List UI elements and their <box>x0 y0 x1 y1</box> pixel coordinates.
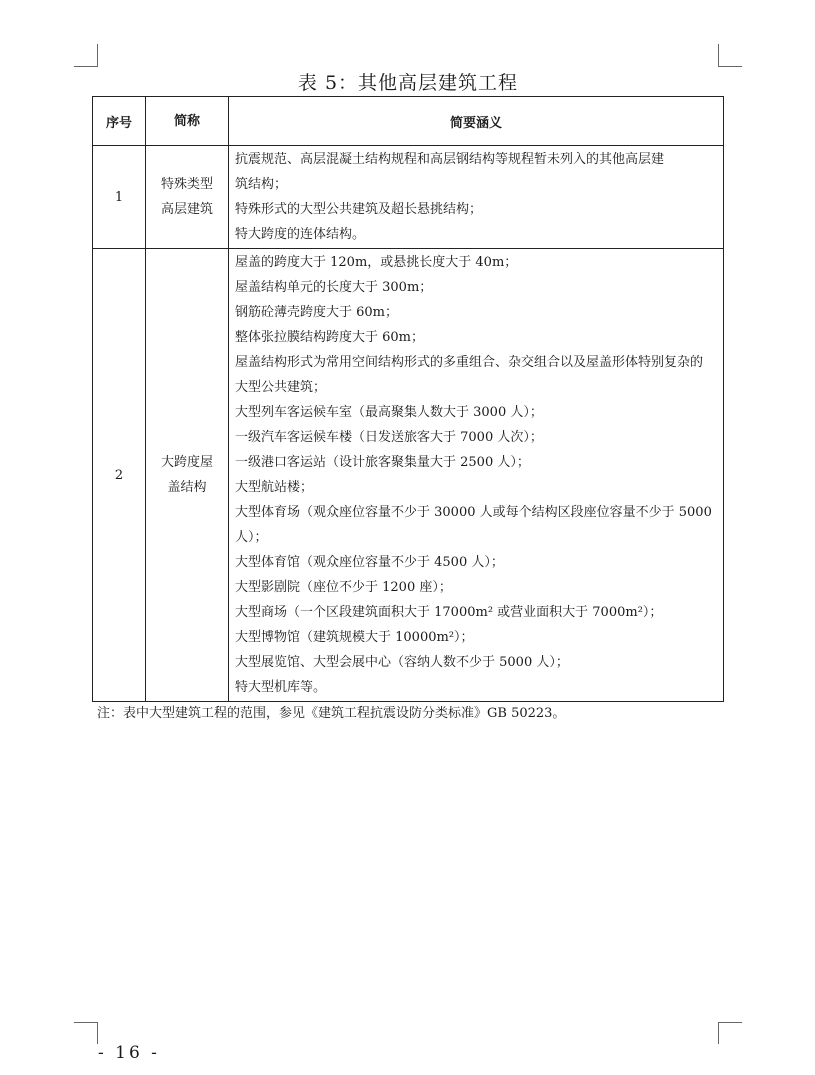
description-line: 特大跨度的连体结构。 <box>235 227 366 242</box>
row-index: 2 <box>93 249 146 702</box>
table-row <box>93 249 724 702</box>
description-line: 人）； <box>235 530 268 545</box>
description-line: 抗震规范、高层混凝土结构规程和高层钢结构等规程暂未列入的其他高层建 <box>235 152 665 167</box>
description-line: 大型航站楼； <box>235 480 314 495</box>
description-line: 大型公共建筑； <box>235 380 327 395</box>
description-line: 屋盖结构形式为常用空间结构形式的多重组合、杂交组合以及屋盖形体特别复杂的 <box>235 355 704 370</box>
description-line: 大型博物馆（建筑规模大于 10000m²）； <box>235 630 474 645</box>
row-description <box>229 249 724 702</box>
description-line: 一级汽车客运候车楼（日发送旅客大于 7000 人次）； <box>235 430 543 445</box>
header-index: 序号 <box>93 97 146 146</box>
description-line: 特殊形式的大型公共建筑及超长悬挑结构； <box>235 202 483 217</box>
description-line: 屋盖的跨度大于 120m，或悬挑长度大于 40m； <box>235 255 518 270</box>
description-line: 大型展览馆、大型会展中心（容纳人数不少于 5000 人）； <box>235 655 569 670</box>
description-line: 整体张拉膜结构跨度大于 60m； <box>235 330 425 345</box>
row-name-line: 特殊类型 <box>160 177 213 192</box>
description-line: 屋盖结构单元的长度大于 300m； <box>235 280 433 295</box>
row-index: 1 <box>93 146 146 249</box>
description-line: 特大型机库等。 <box>235 680 327 695</box>
page-number: - 16 - <box>98 1043 160 1063</box>
crop-mark-top-left-horizontal <box>74 66 98 67</box>
crop-mark-bottom-left-vertical <box>97 1022 98 1044</box>
description-line: 大型体育场（观众座位容量不少于 30000 人或每个结构区段座位容量不少于 5000 <box>235 505 712 520</box>
row-description <box>229 146 724 249</box>
crop-mark-bottom-right-vertical <box>718 1022 719 1044</box>
row-name <box>146 249 229 702</box>
row-name-line: 高层建筑 <box>160 202 213 217</box>
crop-mark-top-right-vertical <box>718 44 719 66</box>
crop-mark-bottom-right-horizontal <box>718 1022 742 1023</box>
table-title: 表 5：其他高层建筑工程 <box>297 72 519 94</box>
buildings-table <box>92 96 724 702</box>
row-name-line: 大跨度屋 <box>160 455 213 470</box>
row-name-line: 盖结构 <box>167 480 207 495</box>
header-name: 简称 <box>146 97 229 146</box>
row-name <box>146 146 229 249</box>
header-description: 简要涵义 <box>229 97 724 146</box>
description-line: 筑结构； <box>235 177 288 192</box>
description-line: 大型列车客运候车室（最高聚集人数大于 3000 人）； <box>235 405 543 420</box>
description-line: 大型商场（一个区段建筑面积大于 17000m² 或营业面积大于 7000m²）； <box>235 605 663 620</box>
table-row <box>93 146 724 249</box>
crop-mark-top-right-horizontal <box>718 66 742 67</box>
description-line: 钢筋砼薄壳跨度大于 60m； <box>235 305 399 320</box>
description-line: 大型影剧院（座位不少于 1200 座）； <box>235 580 452 595</box>
table-note: 注：表中大型建筑工程的范围，参见《建筑工程抗震设防分类标准》GB 50223。 <box>97 706 566 721</box>
table-header-row <box>93 97 724 146</box>
description-line: 一级港口客运站（设计旅客聚集量大于 2500 人）； <box>235 455 530 470</box>
crop-mark-top-left-vertical <box>97 44 98 66</box>
crop-mark-bottom-left-horizontal <box>74 1022 98 1023</box>
description-line: 大型体育馆（观众座位容量不少于 4500 人）； <box>235 555 504 570</box>
